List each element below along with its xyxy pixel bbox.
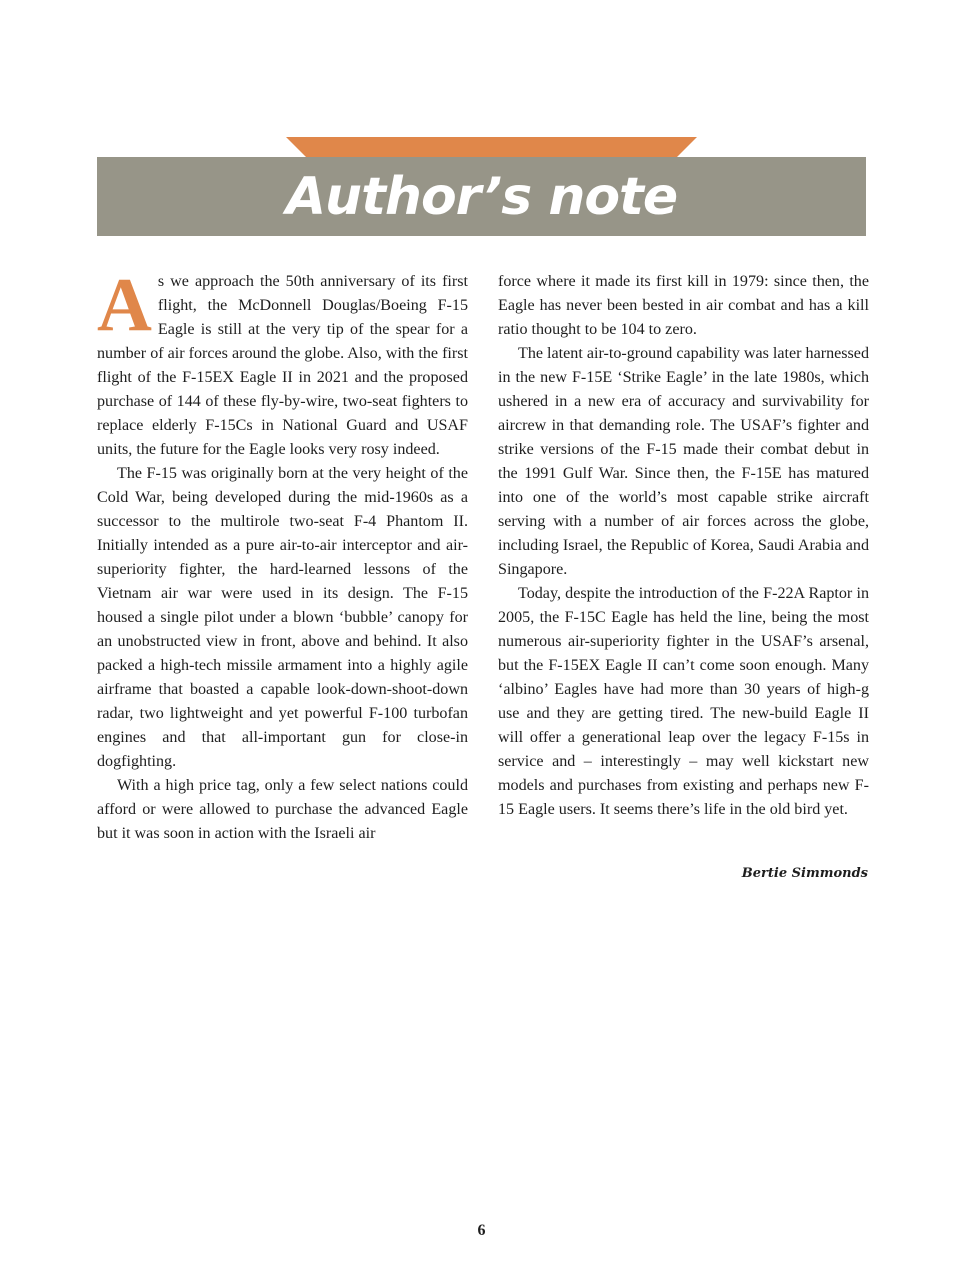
paragraph-intro: [97, 263, 468, 462]
left-column: [97, 263, 468, 846]
paragraph-strike-eagle: The latent air-to-ground capability was later harnessed in the new F-15E ‘Strike Eagle’ in the late 1980s, which ushered in a new era of accuracy and survivability for aircrew in that demanding role. The USAF’s fighter and strike versions of the F-15 made their combat debut in the 1991 Gulf War. Since then, the F-15E has matured into one of the world’s most capable strike aircraft serving with a number of air forces across the globe, including Israel, the Republic of Korea, Saudi Arabia and Singapore.: [498, 345, 869, 578]
header-accent-bar: [286, 137, 697, 157]
paragraph-origins: The F-15 was originally born at the very height of the Cold War, being developed during the mid-1960s as a successor to the multirole two-seat F-4 Phantom II. Initially intended as a pure air-to-air interceptor and air-superiority fighter, the hard-learned lessons of the Vietnam air war were used in its design. The F-15 housed a single pilot under a blown ‘bubble’ canopy for an unobstructed view in front, above and behind. It also packed a high-tech missile armament into a highly agile airframe that boasted a capable look-down-shoot-down radar, two lightweight and yet powerful F-100 turbofan engines and that all-important gun for close-in dogfighting.: [97, 465, 468, 770]
paragraph-price-tag: With a high price tag, only a few select nations could afford or were allowed to purchase the advanced Eagle but it was soon in action with the Israeli air: [97, 777, 468, 842]
page-title: Author’s note: [285, 166, 678, 227]
author-signature: Bertie Simmonds: [741, 866, 868, 881]
right-column: [498, 270, 869, 822]
drop-cap: A: [97, 263, 152, 347]
paragraph-today: Today, despite the introduction of the F-22A Raptor in 2005, the F-15C Eagle has held the line, being the most numerous air-superiority fighter in the USAF’s arsenal, but the F-15EX Eagle II can’t come soon enough. Many ‘albino’ Eagles have had more than 30 years of high-g use and they are getting tired. The new-build Eagle II will offer a generational leap over the legacy F-15s in service and – interestingly – may well kickstart new models and purchases from existing and perhaps new F-15 Eagle users. It seems there’s life in the old bird yet.: [498, 585, 869, 818]
paragraph-intro-text: s we approach the 50th anniversary of its first flight, the McDonnell Douglas/Boeing F-15 Eagle is still at the very tip of the spear for a number of air forces around the globe. Also, with the first flight of the F-15EX Eagle II in 2021 and the proposed purchase of 144 of these fly-by-wire, two-seat fighters to replace elderly F-15Cs in National Guard and USAF units, the future for the Eagle looks very rosy indeed.: [97, 273, 468, 458]
paragraph-price-tag-continued: force where it made its first kill in 1979: since then, the Eagle has never been bested in air combat and has a kill ratio thought to be 104 to zero.: [498, 273, 869, 338]
title-band: [97, 157, 866, 236]
page-number: 6: [477, 1222, 486, 1239]
